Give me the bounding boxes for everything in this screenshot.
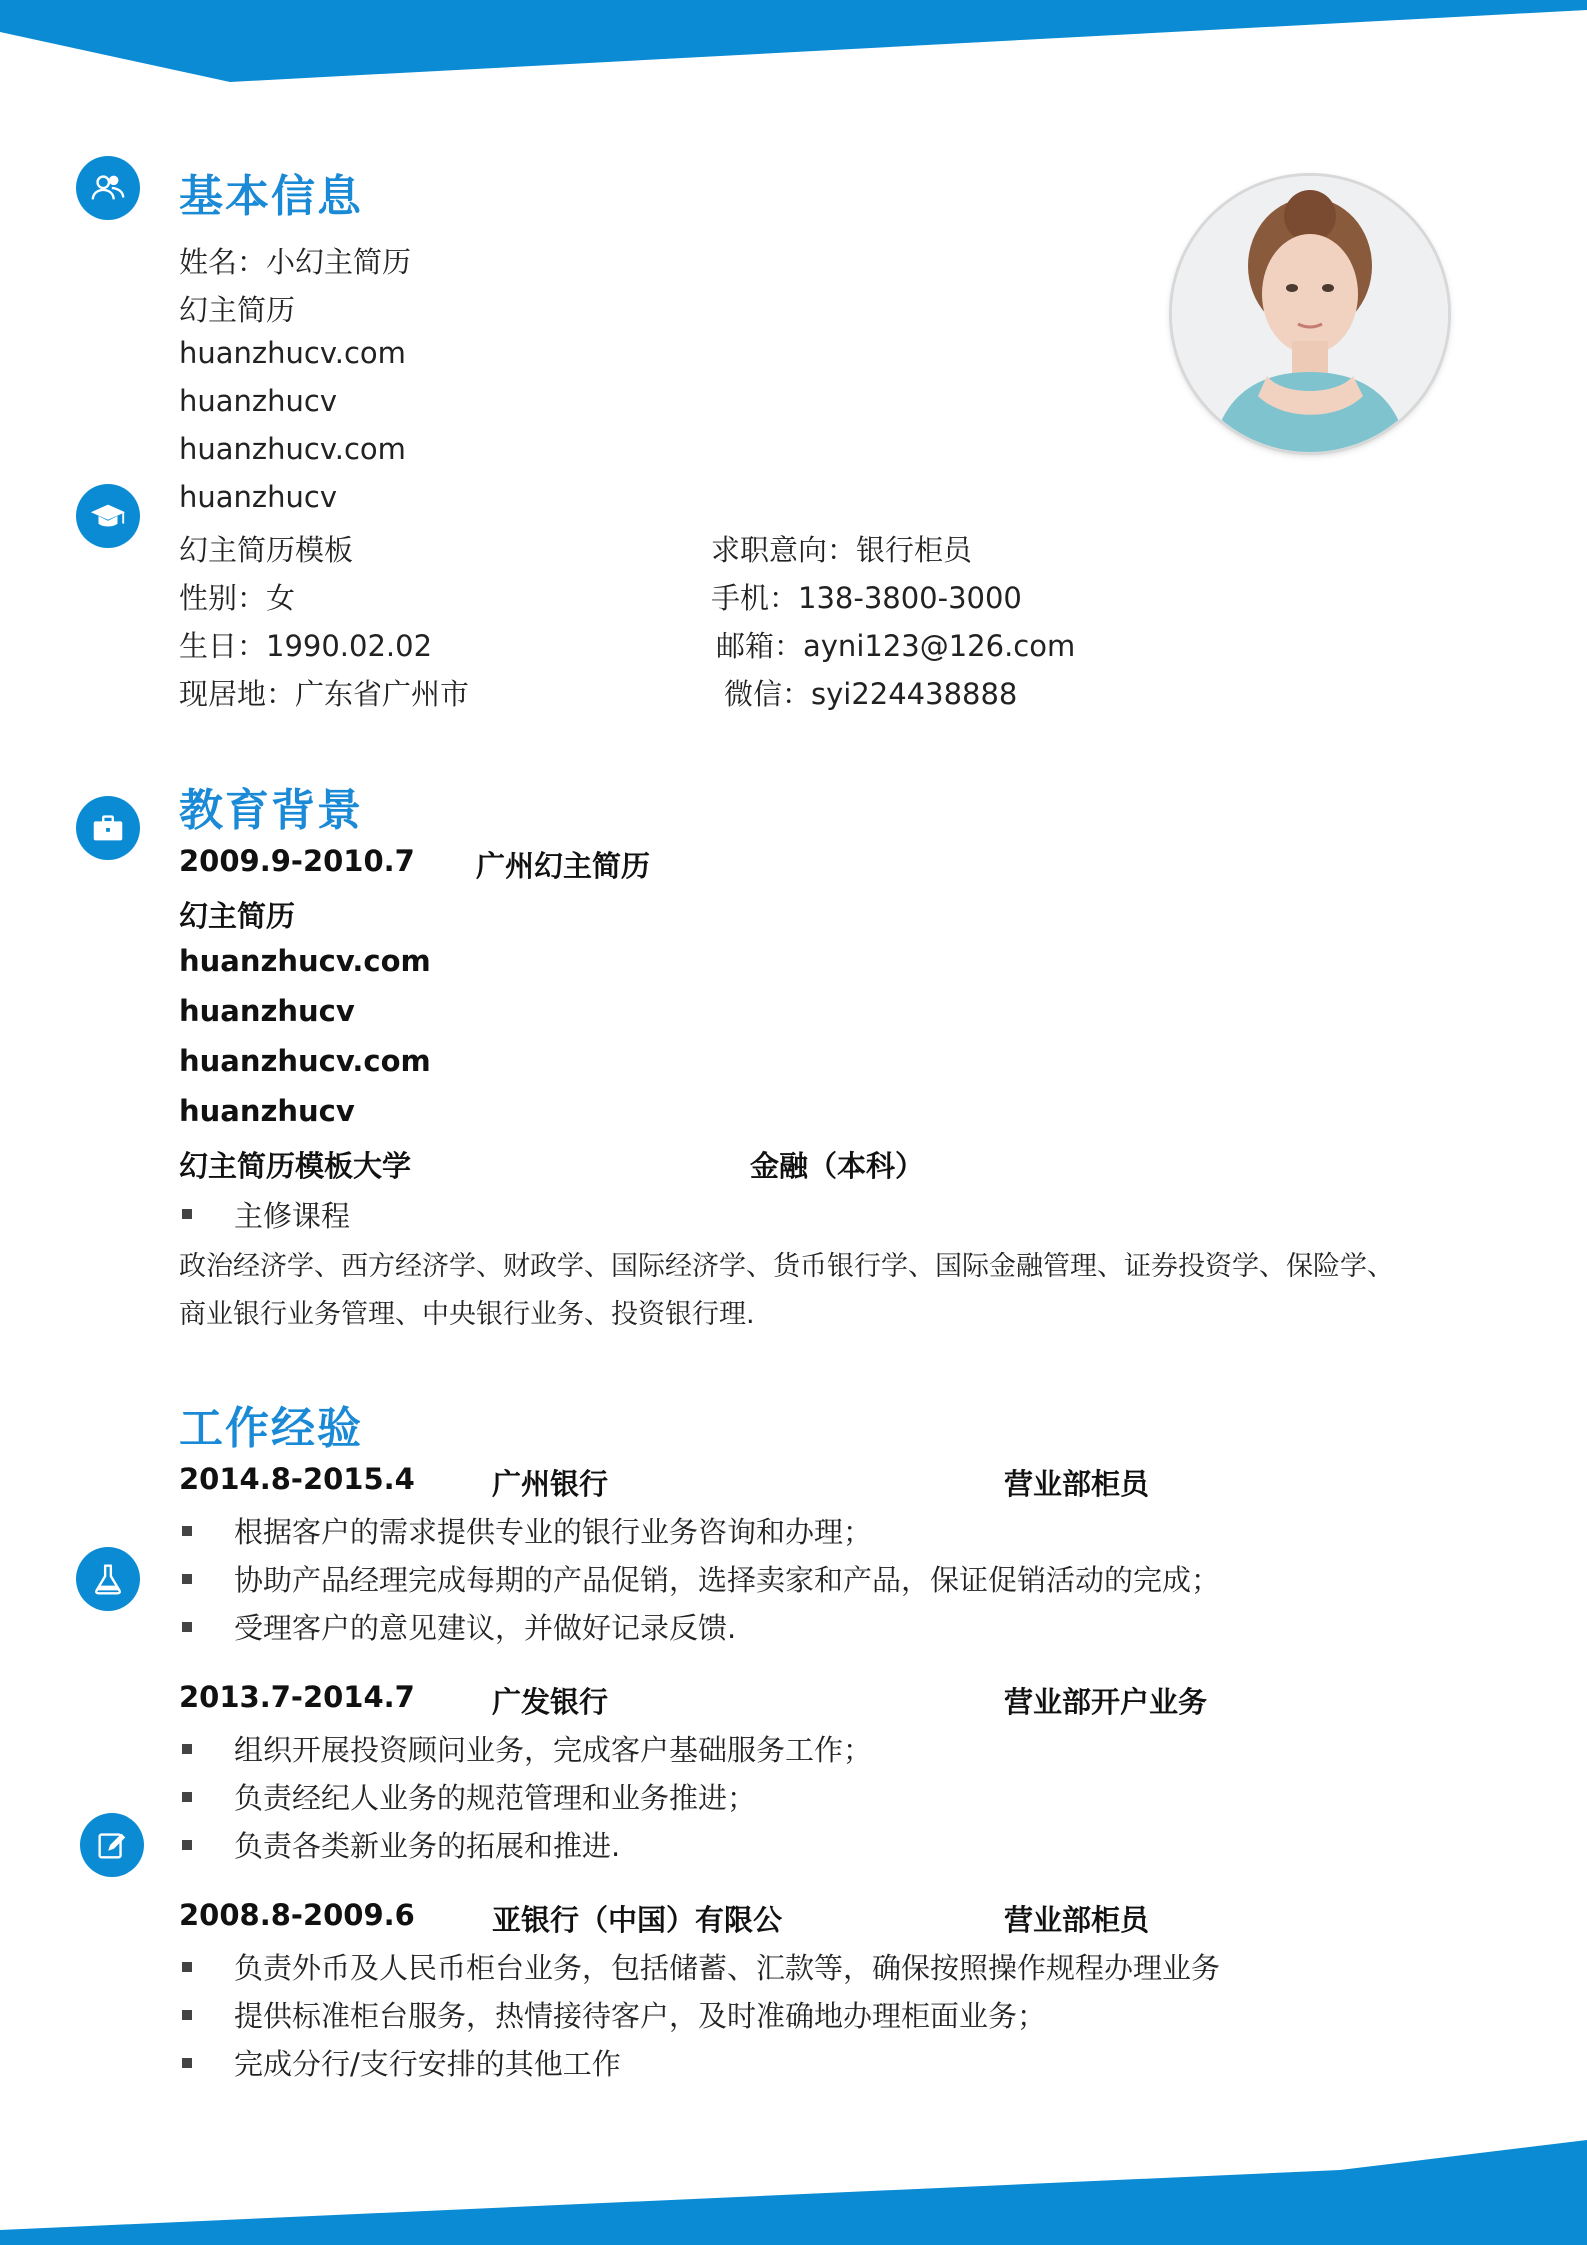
job-position: 营业部开户业务 [1004,1685,1208,1719]
job-duty: 组织开展投资顾问业务，完成客户基础服务工作； [234,1733,873,1767]
basic-line: 幻主简历 [179,293,296,327]
basic-birthday: 生日：1990.02.02 [179,629,433,663]
basic-phone: 手机：138-3800-3000 [711,581,1022,615]
job-duty: 负责经纪人业务的规范管理和业务推进； [234,1781,757,1815]
bullet [182,1962,192,1972]
bullet [182,2010,192,2020]
bottom-banner [0,2140,1587,2245]
top-banner [0,0,1587,90]
job-company: 广发银行 [492,1685,609,1719]
job-duty: 提供标准柜台服务，热情接待客户，及时准确地办理柜面业务； [234,1999,1047,2033]
edu-line: huanzhucv.com [179,944,431,978]
user-group-icon [76,156,140,220]
edu-line: 幻主简历 [179,899,296,933]
bullet [182,1209,192,1219]
basic-wechat: 微信：syi224438888 [724,677,1018,711]
bullet [182,1792,192,1802]
bullet [182,1574,192,1584]
basic-line: huanzhucv [179,480,337,514]
basic-gender: 性别：女 [179,581,296,615]
job-company: 广州银行 [492,1467,609,1501]
work-title: 工作经验 [179,1403,363,1454]
bullet [182,1622,192,1632]
graduation-cap-icon [76,484,140,548]
job-period: 2008.8-2009.6 [179,1898,415,1932]
edu-period: 2009.9-2010.7 [179,844,415,878]
edit-icon [80,1813,144,1877]
basic-line: 幻主简历模板 [179,533,354,567]
basic-name: 姓名：小幻主简历 [179,245,412,279]
education-title: 教育背景 [179,785,363,836]
job-duty: 根据客户的需求提供专业的银行业务咨询和办理； [234,1515,873,1549]
basic-line: huanzhucv [179,384,337,418]
job-period: 2013.7-2014.7 [179,1680,415,1714]
bullet [182,1840,192,1850]
edu-courses-label: 主修课程 [234,1199,351,1233]
job-duty: 协助产品经理完成每期的产品促销，选择卖家和产品，保证促销活动的完成； [234,1563,1221,1597]
bullet [182,1744,192,1754]
basic-objective: 求职意向：银行柜员 [711,533,973,567]
basic-line: huanzhucv.com [179,336,406,370]
basic-email: 邮箱：ayni123@126.com [716,629,1076,663]
flask-icon [76,1547,140,1611]
job-position: 营业部柜员 [1004,1467,1150,1501]
job-position: 营业部柜员 [1004,1903,1150,1937]
edu-courses-line: 政治经济学、西方经济学、财政学、国际经济学、货币银行学、国际金融管理、证券投资学、保险学、 [179,1251,1394,1282]
basic-info-title: 基本信息 [179,171,363,222]
job-duty: 受理客户的意见建议，并做好记录反馈. [234,1611,737,1645]
avatar [1172,176,1448,452]
job-company: 亚银行（中国）有限公 [492,1903,783,1937]
bullet [182,2058,192,2068]
job-period: 2014.8-2015.4 [179,1462,415,1496]
edu-line: huanzhucv [179,994,355,1028]
job-duty: 完成分行/支行安排的其他工作 [234,2047,621,2081]
job-duty: 负责外币及人民币柜台业务，包括储蓄、汇款等，确保按照操作规程办理业务 [234,1951,1221,1985]
edu-line: huanzhucv [179,1094,355,1128]
edu-line: huanzhucv.com [179,1044,431,1078]
edu-university: 幻主简历模板大学 [179,1149,412,1183]
basic-line: huanzhucv.com [179,432,406,466]
basic-location: 现居地：广东省广州市 [179,677,470,711]
edu-major: 金融（本科） [750,1149,925,1183]
edu-school-short: 广州幻主简历 [476,849,651,883]
briefcase-icon [76,796,140,860]
edu-courses-line: 商业银行业务管理、中央银行业务、投资银行理. [179,1299,755,1330]
job-duty: 负责各类新业务的拓展和推进. [234,1829,621,1863]
bullet [182,1526,192,1536]
